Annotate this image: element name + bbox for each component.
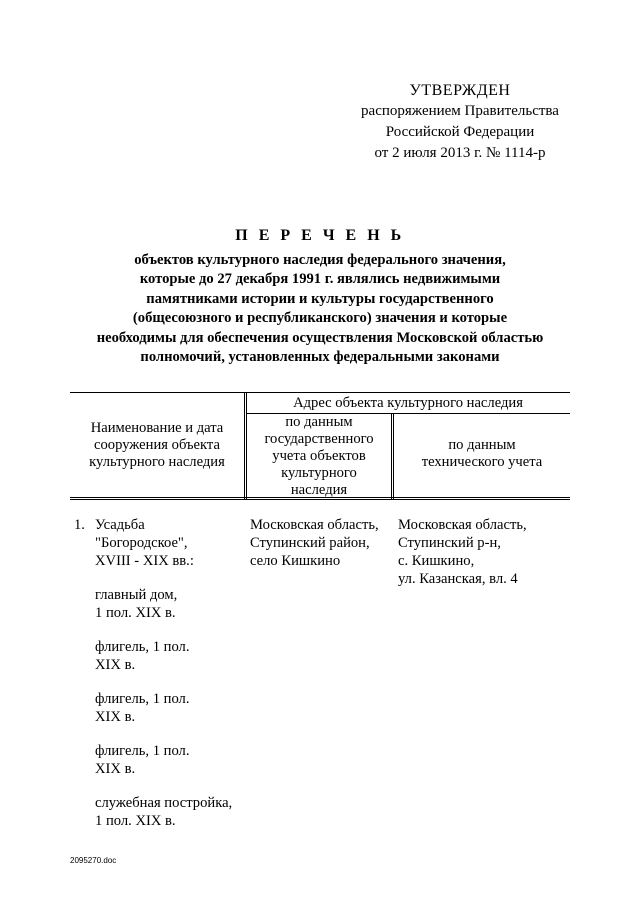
header-state-line: государственного: [264, 431, 374, 447]
header-name-line: сооружения объекта: [94, 437, 220, 453]
row-name-line: XIX в.: [95, 761, 136, 777]
tech-address-line: ул. Казанская, вл. 4: [398, 571, 518, 587]
approval-line: Российской Федерации: [385, 124, 535, 140]
approval-line: распоряжением Правительства: [361, 103, 559, 119]
subtitle-line: которые до 27 декабря 1991 г. являлись недвижимыми: [139, 271, 501, 288]
subtitle-line: объектов культурного наследия федерального значения,: [134, 252, 506, 268]
document-title: П Е Р Е Ч Е Н Ь: [235, 227, 405, 244]
row-name-line: Усадьба: [95, 517, 145, 533]
row-name-line: XIX в.: [95, 657, 136, 673]
tech-address-line: Ступинский р-н,: [398, 535, 501, 551]
row-name-line: "Богородское",: [95, 535, 188, 551]
file-reference: 2095270.doc: [70, 856, 117, 865]
document-subtitle: [90, 251, 550, 367]
row-number: 1.: [74, 517, 85, 533]
state-address-line: Московская область,: [250, 517, 379, 533]
header-state-line: учета объектов: [272, 448, 366, 464]
row-name-line: флигель, 1 пол.: [95, 691, 190, 707]
header-technical-line: по данным: [448, 437, 516, 453]
header-technical: [394, 437, 570, 471]
approval-title: УТВЕРЖДЕН: [409, 82, 511, 99]
header-state-line: культурного: [281, 465, 357, 481]
header-address-group: Адрес объекта культурного наследия: [293, 395, 523, 411]
header-state-line: по данным: [285, 414, 353, 430]
row-name-line: 1 пол. XIX в.: [95, 813, 176, 829]
row-name-line: XIX в.: [95, 709, 136, 725]
table-top-rule: [70, 392, 570, 393]
state-address-line: село Кишкино: [250, 553, 341, 569]
tech-address-line: Московская область,: [398, 517, 527, 533]
subtitle-line: памятниками истории и культуры государственного: [146, 290, 494, 307]
row-name-line: служебная постройка,: [95, 795, 233, 811]
header-state-registry: [247, 414, 391, 499]
header-name: [70, 420, 244, 471]
approval-line: от 2 июля 2013 г. № 1114-р: [374, 145, 546, 161]
header-state-line: наследия: [290, 482, 348, 498]
row-name-line: флигель, 1 пол.: [95, 743, 190, 759]
tech-address-line: с. Кишкино,: [398, 553, 475, 569]
row-tech-address: [398, 516, 527, 588]
row-name: [95, 516, 232, 830]
subtitle-line: необходимы для обеспечения осуществления Московской областью: [96, 329, 544, 346]
approval-block: [340, 80, 580, 164]
state-address-line: Ступинский район,: [250, 535, 370, 551]
row-name-line: флигель, 1 пол.: [95, 639, 190, 655]
header-name-line: Наименование и дата: [90, 420, 224, 436]
row-name-line: 1 пол. XIX в.: [95, 605, 176, 621]
row-name-line: главный дом,: [95, 587, 178, 603]
header-name-line: культурного наследия: [89, 454, 225, 470]
subtitle-line: (общесоюзного и республиканского) значения и которые: [132, 310, 508, 327]
row-state-address: [250, 516, 379, 570]
header-technical-line: технического учета: [421, 454, 543, 470]
row-name-line: XVIII - XIX вв.:: [95, 553, 194, 569]
subtitle-line: полномочий, установленных федеральными законами: [140, 349, 500, 366]
